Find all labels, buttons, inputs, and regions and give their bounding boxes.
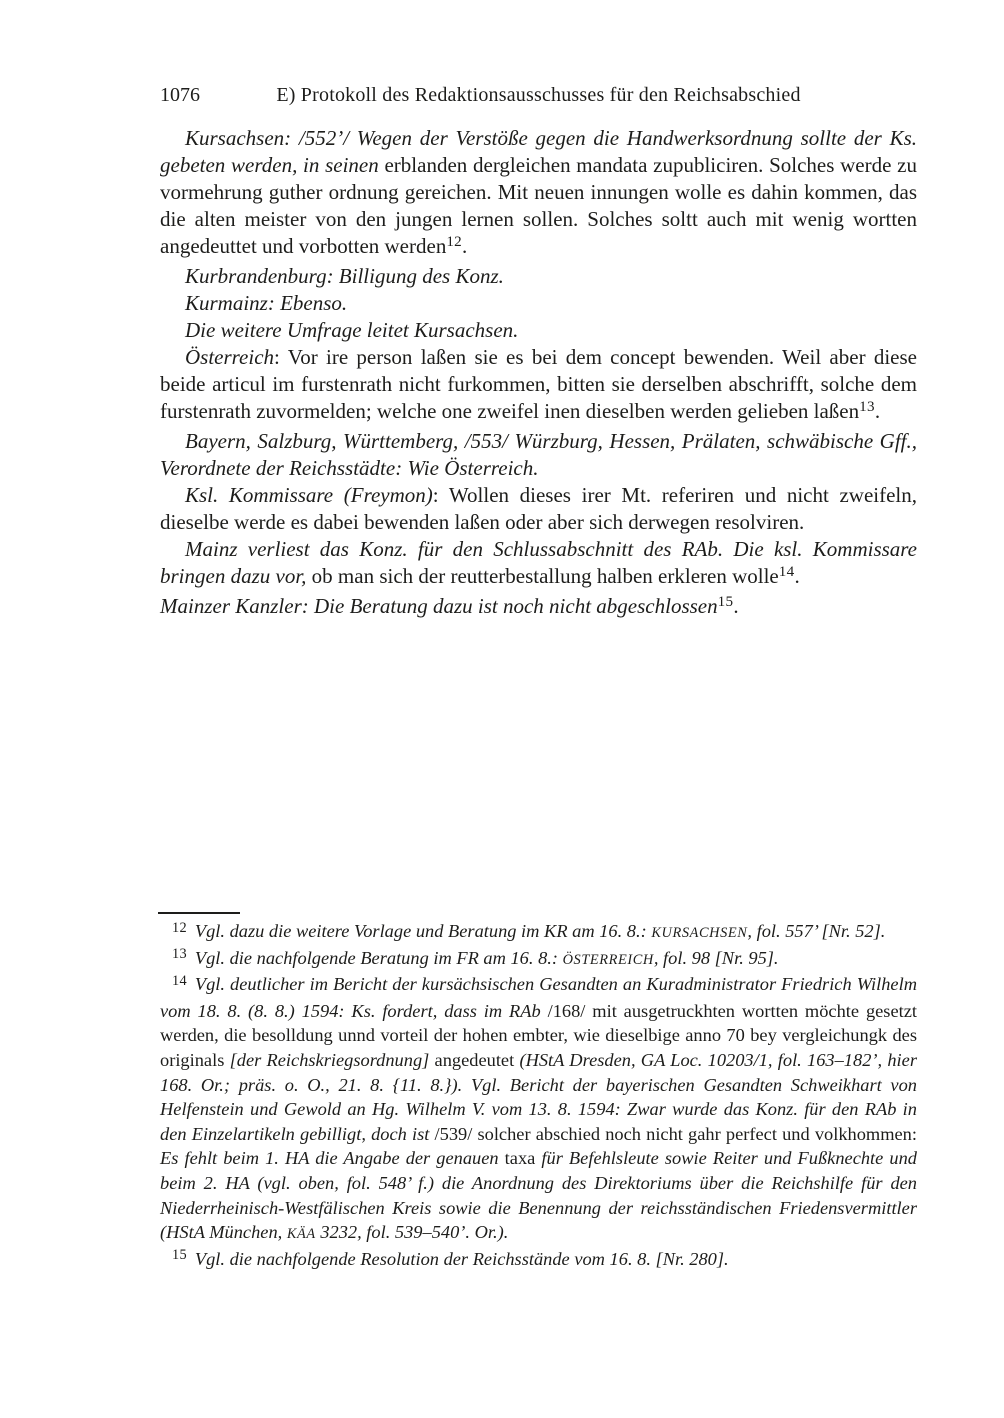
text-segment: Ksl. Kommissare (Freymon) — [185, 483, 433, 507]
paragraph — [160, 344, 917, 428]
text-segment: Bayern, Salzburg, Württemberg, /553/ Würzburg, Hessen, Prälaten, schwäbische Gff., Verordnete der Reichsstädte: Wie Österreich. — [160, 429, 917, 480]
footnote-separator-rule — [158, 912, 240, 914]
footnote — [160, 946, 917, 973]
paragraph — [160, 428, 917, 482]
text-segment: 3232, fol. 539–540’. Or.). — [315, 1222, 509, 1243]
text-segment: Kurbrandenburg: Billigung des Konz. — [185, 264, 504, 288]
footnote — [160, 972, 917, 1247]
text-segment: . — [733, 594, 739, 618]
footnote-number: 14 — [172, 972, 187, 989]
paragraph — [160, 482, 917, 536]
footnote-reference: 13 — [859, 399, 875, 416]
text-segment: KURSACHSEN — [651, 925, 748, 941]
text-segment: ÖSTERREICH — [562, 951, 654, 968]
text-segment: Mainz verliest das Konz. für den Schlussabschnitt des RAb. Die ksl. Kommissare bringen dazu vor, — [160, 537, 917, 588]
text-segment: für Befehlsleute sowie Reiter und Fußknechte und beim 2. HA (vgl. oben, fol. 548’ f.) die Anordnung des Direktoriums über die Reichshilfe für den Niederrheinisch-Westfälischen Kreis sowie die Benennung der reichsständischen Friedensvermittler (HStA München, — [160, 1148, 917, 1243]
paragraph — [160, 593, 917, 623]
paragraph — [160, 125, 917, 263]
footnotes-block — [160, 919, 917, 1273]
text-segment: Die weitere Umfrage leitet Kursachsen. — [185, 318, 519, 342]
text-segment: taxa — [504, 1148, 542, 1169]
text-segment: Österreich — [185, 345, 275, 369]
paragraph — [160, 317, 917, 344]
text-segment: angedeutet — [434, 1049, 520, 1070]
text-segment: , fol. 98 [Nr. 95]. — [653, 947, 779, 968]
text-segment: Mainzer Kanzler: Die Beratung dazu ist noch nicht abgeschlossen — [160, 594, 718, 618]
text-segment: /539/ solcher abschied noch nicht gahr perfect und volkhommen: — [434, 1123, 917, 1144]
text-segment: , fol. 557’ [Nr. 52]. — [747, 921, 886, 941]
footnote — [160, 1247, 917, 1274]
running-header-title: E) Protokoll des Redaktionsausschusses für den Reichsabschied — [276, 84, 801, 106]
paragraph — [160, 290, 917, 317]
footnote-reference: 14 — [778, 564, 795, 581]
text-segment: : Wollen dieses irer Mt. referiren und nicht zweifeln, dieselbe werde es dabei bewenden laßen oder aber sich derwegen resolviren. — [160, 483, 917, 534]
text-segment: (HStA Dresden, GA Loc. 10203/1, fol. 163–182’, hier 168. Or.; präs. o. O., 21. 8. {11. 8.}). Vgl. Bericht der bayerischen Gesandten Schweikhart von Helfenstein und Gewold an Hg. Wilhelm V. vom 13. 8. 1594: Zwar wurde das Konz. für den RAb in den Einzelartikeln gebilligt, doch ist — [160, 1049, 917, 1144]
text-segment: . — [874, 399, 881, 423]
text-segment: Vgl. die nachfolgende Resolution der Reichsstände vom 16. 8. [Nr. 280]. — [194, 1248, 729, 1269]
text-segment: /168/ mit ausgetruckhten wortten möchte gesetzt werden, die besolldung unnd vorteil der hohen embter, wie dieselbige anno 70 bey vergleichungk des originals — [160, 1000, 917, 1070]
text-segment: Kursachsen: /552’/ Wegen der Verstöße gegen die Handwerksordnung sollte der Ks. gebeten werden, in seinen — [160, 126, 917, 177]
page-number: 1076 — [160, 84, 200, 106]
text-segment: Es fehlt beim 1. HA die Angabe der genauen — [160, 1148, 505, 1169]
paragraph — [160, 263, 917, 290]
paragraph — [160, 536, 917, 593]
text-segment: Vgl. die nachfolgende Beratung im FR am 16. 8.: — [194, 947, 563, 968]
text-segment: . — [462, 234, 468, 258]
text-segment: Vgl. dazu die weitere Vorlage und Beratung im KR am 16. 8.: — [194, 921, 652, 941]
text-segment: ob man sich der reutterbestallung halben erkleren wolle — [311, 564, 779, 588]
footnote-number: 15 — [172, 1247, 187, 1264]
text-segment: . — [794, 564, 800, 588]
footnote-number: 13 — [172, 946, 187, 963]
footnote — [160, 919, 917, 946]
footnote-reference: 15 — [717, 594, 734, 611]
footnote-reference: 12 — [446, 234, 463, 251]
text-segment: Kurmainz: Ebenso. — [185, 291, 348, 315]
body-text — [160, 125, 917, 623]
text-segment: erblanden dergleichen mandata zupubliciren. Solches werde zu vormehrung guther ordnung gereichen. Mit neuen innungen wolle es dahin kommen, das die alten meister von den jungen lernen sollen. Solches soltt auch mit wenig wortten angedeuttet und vorbotten werden — [160, 153, 917, 258]
text-segment: Vgl. deutlicher im Bericht der kursächsischen Gesandten an Kuradministrator Friedrich Wilhelm vom 18. 8. (8. 8.) 1594: Ks. fordert, dass im RAb — [160, 974, 917, 1021]
text-segment: [der Reichskriegsordnung] — [229, 1049, 435, 1070]
running-header — [160, 83, 917, 107]
footnote-number: 12 — [172, 919, 187, 936]
text-segment: KÄA — [286, 1226, 316, 1243]
text-segment: : Vor ire person laßen sie es bei dem concept bewenden. Weil aber diese beide articul im furstenrath nicht furkommen, bitten sie derselben abschrifft, solche dem furstenrath zuvormelden; welche one zweifel inen dieselben werden gelieben laßen — [160, 345, 917, 423]
